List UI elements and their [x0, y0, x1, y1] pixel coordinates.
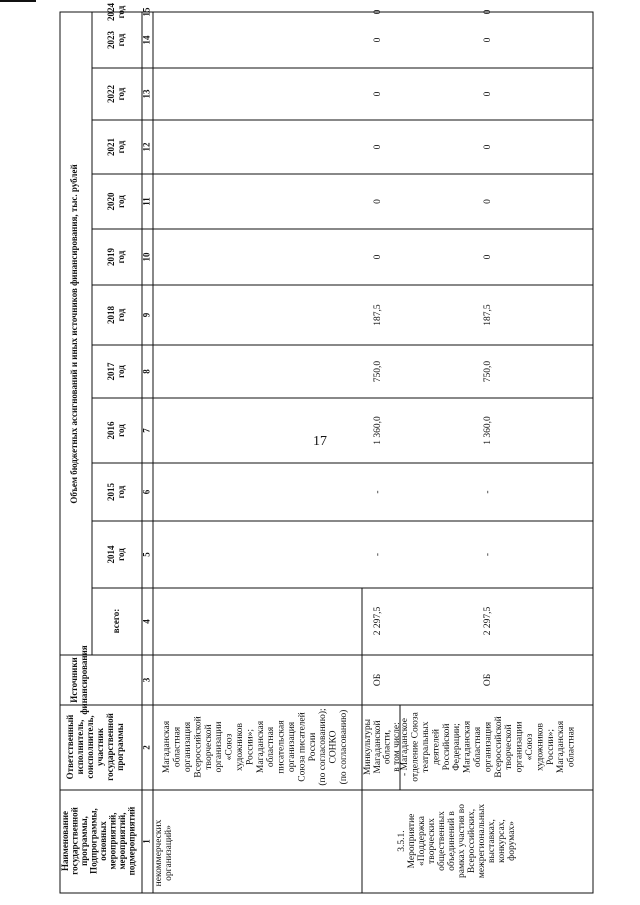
- column-number: 2: [141, 745, 152, 750]
- header-col3: финансирования: [79, 645, 90, 715]
- header-col3: Источники: [69, 657, 80, 703]
- header-year: год: [116, 485, 127, 499]
- row1-executor: России: [307, 732, 318, 762]
- row1-executor: писательская: [276, 720, 287, 774]
- row3-total: 2 297,5: [483, 606, 494, 636]
- header-year: 2020: [106, 192, 117, 211]
- row3-name: общественных: [437, 811, 448, 871]
- header-year: 2014: [106, 545, 117, 564]
- row3-value: 1 360,0: [483, 416, 494, 445]
- row1-executor: областная: [266, 726, 277, 768]
- header-year: 2017: [106, 362, 117, 381]
- row3-executor: «Союз: [524, 733, 535, 761]
- column-number: 9: [141, 312, 152, 318]
- row1-executor: художников: [234, 723, 245, 771]
- row2-value: -: [373, 552, 384, 557]
- row1-executor: СОНКО: [328, 730, 339, 764]
- header-col1: мероприятий,: [107, 812, 118, 870]
- header-col1: подмероприятий: [126, 806, 137, 876]
- row3-value: 0: [483, 254, 494, 260]
- column-number: 11: [141, 197, 152, 206]
- header-year: год: [116, 195, 127, 208]
- row2-value: 750,0: [373, 360, 384, 383]
- row3-executor: областная: [566, 726, 577, 768]
- page-number: 17: [313, 434, 327, 449]
- row2-value: 0: [373, 9, 384, 15]
- column-number: 3: [141, 677, 152, 683]
- row2-executor: области,: [382, 729, 393, 765]
- row1-executor: творческой: [203, 724, 214, 770]
- row3-value: 0: [483, 91, 494, 97]
- header-col1: Наименование: [60, 811, 71, 871]
- row1-executor: (по согласованию);: [318, 708, 329, 786]
- row2-executor: в том числе:: [391, 722, 402, 772]
- header-col2: государственной: [105, 713, 116, 781]
- header-year: год: [116, 548, 127, 561]
- header-year: год: [116, 308, 127, 322]
- header-year: 2024: [106, 3, 117, 21]
- row3-value: 0: [483, 9, 494, 15]
- header-col2: программы: [115, 723, 126, 771]
- row2-value: 0: [373, 144, 384, 150]
- header-year: 2015: [106, 483, 117, 501]
- row2-value: 0: [373, 37, 384, 43]
- row1-executor: Союза писателей: [297, 712, 308, 782]
- row1-executor: (по согласованию): [338, 709, 349, 785]
- row3-value: 0: [483, 199, 494, 204]
- row1-executor: организации: [214, 721, 225, 773]
- row3-executor: Российской: [441, 723, 452, 771]
- row2-value: 0: [373, 254, 384, 260]
- row3-value: 0: [483, 144, 494, 150]
- row3-name: рамках участия во: [457, 804, 468, 878]
- row1-name: организаций»: [164, 825, 175, 881]
- row3-name: 3.5.1.: [397, 830, 408, 852]
- row1-name: некоммерческих: [154, 819, 165, 887]
- row3-value: 187,5: [483, 304, 494, 326]
- header-col2: исполнитель,: [75, 719, 86, 775]
- row3-value: -: [483, 490, 494, 494]
- row3-value: 0: [483, 37, 494, 43]
- header-year: год: [116, 33, 127, 47]
- header-year: 2023: [106, 31, 117, 49]
- row3-executor: творческой: [504, 724, 515, 770]
- header-year: год: [116, 5, 127, 19]
- row2-executor: Минкультуры: [363, 718, 374, 776]
- row3-executor: отделение Союза: [410, 712, 421, 782]
- header-year: год: [116, 365, 127, 378]
- header-year: год: [116, 87, 127, 101]
- header-col1: программы,: [79, 816, 90, 866]
- row3-executor: России»;: [545, 728, 556, 766]
- row1-executor: Магаданская: [162, 720, 173, 774]
- row3-source: ОБ: [483, 673, 494, 687]
- row3-executor: областная: [472, 726, 483, 768]
- column-number: 8: [141, 369, 152, 374]
- row2-value: 0: [373, 199, 384, 204]
- column-number: 14: [141, 35, 152, 45]
- row3-value: 750,0: [483, 360, 494, 383]
- row1-executor: организация: [286, 721, 297, 773]
- row3-executor: - Магаданское: [400, 718, 411, 776]
- header-col1: основных: [98, 821, 109, 861]
- header-col2: Ответственный: [65, 714, 76, 780]
- header-year: год: [116, 424, 127, 437]
- row3-name: конкурсах,: [497, 819, 508, 863]
- row3-executor: Магаданская: [556, 720, 567, 774]
- header-col2: участник: [95, 727, 106, 767]
- row1-executor: России»;: [245, 728, 256, 766]
- header-col1: государственной: [69, 807, 80, 875]
- row3-value: -: [483, 552, 494, 557]
- header-year: 2018: [106, 306, 117, 324]
- row3-name: форумах»: [507, 821, 518, 861]
- column-number: 6: [141, 489, 152, 495]
- row2-value: 0: [373, 91, 384, 97]
- row2-executor: Магаданской: [372, 720, 383, 774]
- row1-executor: «Союз: [224, 733, 235, 761]
- row3-executor: организация: [483, 721, 494, 773]
- header-year: 2016: [106, 421, 117, 440]
- row2-total: 2 297,5: [373, 606, 384, 636]
- column-number: 12: [141, 142, 152, 152]
- row3-name: межрегиональных: [477, 803, 488, 879]
- header-year: год: [116, 140, 127, 154]
- header-year: год: [116, 250, 127, 264]
- header-total: всего:: [111, 608, 122, 634]
- row2-value: 187,5: [373, 304, 384, 326]
- row1-executor: Магаданская: [255, 720, 266, 774]
- header-col1: мероприятий,: [117, 812, 128, 870]
- header-col1: Подпрограммы,: [88, 808, 99, 874]
- column-number: 4: [141, 619, 152, 624]
- row3-executor: организации: [514, 721, 525, 773]
- column-number: 13: [141, 89, 152, 99]
- row3-name: выставках,: [487, 819, 498, 863]
- row3-executor: Всероссийской: [493, 716, 504, 778]
- row3-name: творческих: [427, 818, 438, 864]
- row3-executor: деятелей: [431, 729, 442, 765]
- row2-value: 1 360,0: [373, 416, 384, 445]
- row3-name: Мероприятие: [407, 813, 418, 869]
- header-year: 2022: [106, 85, 117, 103]
- header-year: 2019: [106, 248, 117, 266]
- column-number: 7: [141, 428, 152, 433]
- row3-name: «Поддержка: [417, 816, 428, 866]
- row3-executor: художников: [535, 723, 546, 771]
- column-number: 1: [141, 839, 152, 844]
- row2-value: -: [373, 490, 384, 494]
- row1-executor: областная: [172, 726, 183, 768]
- row3-executor: Федерации;: [452, 723, 463, 771]
- funding-title: Объем бюджетных ассигнований и иных источников финансирования, тыс. рублей: [69, 164, 80, 504]
- row3-name: объединений в: [447, 811, 458, 871]
- row1-executor: Всероссийской: [193, 716, 204, 778]
- header-col2: соисполнитель,: [85, 715, 96, 779]
- row2-source: ОБ: [373, 673, 384, 687]
- row3-name: Всероссийских,: [467, 808, 478, 874]
- column-number: 10: [141, 252, 152, 262]
- header-year: 2021: [106, 138, 117, 156]
- row3-executor: театральных: [420, 721, 431, 773]
- row3-executor: Магаданская: [462, 720, 473, 774]
- column-number: 5: [141, 552, 152, 557]
- column-number: 15: [141, 7, 152, 17]
- row1-executor: организация: [182, 721, 193, 773]
